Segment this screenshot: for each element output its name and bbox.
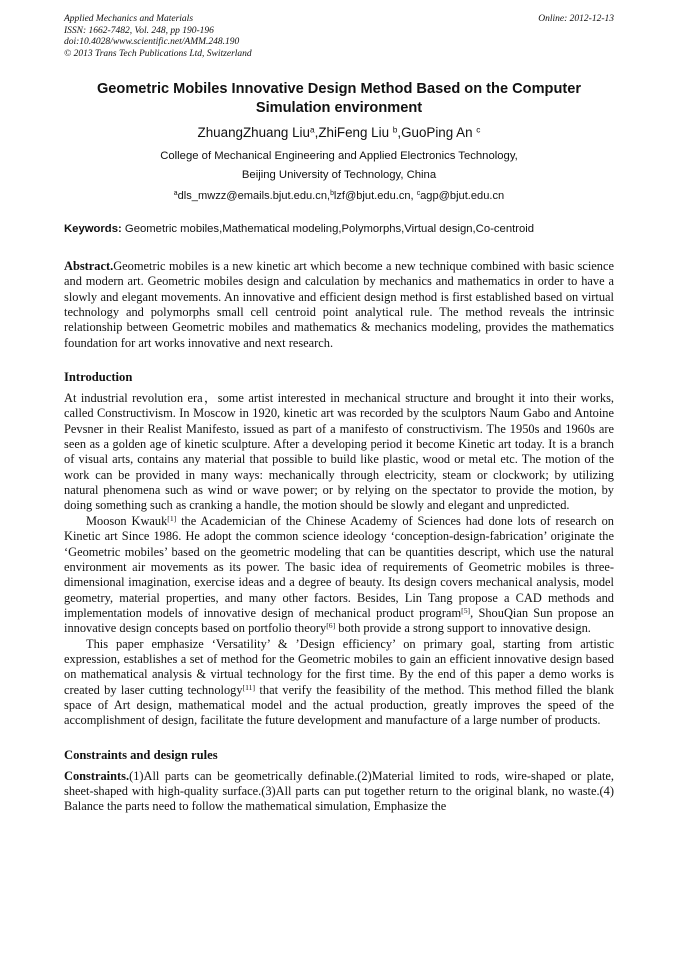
author-1-affil-mark: a <box>309 124 315 135</box>
citation-ref-6: [6] <box>326 621 336 630</box>
citation-ref-1: [1] <box>167 513 177 523</box>
running-header <box>64 14 614 60</box>
email-c: agp@bjut.edu.cn <box>420 190 505 202</box>
author-emails <box>64 188 614 204</box>
copyright-line: © 2013 Trans Tech Publications Ltd, Switzerland <box>64 48 252 59</box>
issn-line: ISSN: 1662-7482, Vol. 248, pp 190-196 <box>64 25 214 36</box>
author-list <box>64 124 614 141</box>
intro-paragraph-2 <box>64 514 614 637</box>
email-mark-b: b <box>330 190 334 198</box>
intro-p2-text-c: , ShouQian Sun propose an innovative design concepts based on portfolio theory <box>64 605 615 636</box>
journal-name: Applied Mechanics and Materials <box>64 14 194 24</box>
online-date: Online: 2012-12-13 <box>538 14 614 24</box>
constraints-paragraph <box>64 769 614 815</box>
intro-p2-text-b: the Academician of the Chinese Academy of Sciences had done lots of research on Kinetic art Since 1986. He adopt the common science ideology ‘conception-design-fabrication’ originate the ‘Geometric mobiles’ based on the geometric modeling that can be quantities descript, which use the natural environment air movements as its power. The basic idea of requirements of Geometric mobiles is three-dimensional imagination, exercise ideas and a degree of beauty. Its design covers mechanical analysis, model geometry, material properties, and many other factors. Besides, Lin Tang propose a CAD methods and implementation models of innovative design of mechanical product program <box>64 513 614 620</box>
author-3: ,GuoPing An <box>397 125 477 140</box>
keywords <box>64 222 614 237</box>
intro-paragraph-1: At industrial revolution era，some artist interested in mechanical structure and brought it into their works, called Constructivism. In Moscow in 1920, kinetic art was recorded by the sculptors Naum Gabo and Antoine Pevsner in their Realist Manifesto, issued as part of a manifesto of constructivism. The 1950s and 1960s are seen as a golden age of kinetic sculpture. After a developing period it become Kinetic art today. It is a branch of visual arts, contains any material that possible to build like plastic, wood or metal etc. The motion of the work can be provided in many ways: mechanically through electricity, steam or clockwork; by utilizing natural phenomena such as wind or wave power; or by relying on the spectator to provide the motion, by doing something such as cranking a handle, the motion should be slowly and elegant and unpredicted. <box>64 391 614 513</box>
citation-ref-11: [11] <box>242 682 256 692</box>
keywords-text: Geometric mobiles,Mathematical modeling,Polymorphs,Virtual design,Co-centroid <box>121 223 535 235</box>
introduction-heading: Introduction <box>64 370 133 385</box>
affiliation-line-2: Beijing University of Technology, China <box>241 169 437 181</box>
email-mark-c: c <box>416 190 421 198</box>
intro-p2-text-d: both provide a strong support to innovative design. <box>335 621 591 636</box>
author-2: ,ZhiFeng Liu <box>314 125 393 140</box>
affiliation <box>64 147 614 185</box>
intro-p2-text-a: Mooson Kwauk <box>86 513 168 528</box>
email-a: dls_mwzz@emails.bjut.edu.cn, <box>177 190 331 202</box>
affiliation-line-1: College of Mechanical Engineering and Applied Electronics Technology, <box>160 150 518 162</box>
intro-p3-text-b: that verify the feasibility of the method. This method filled the blank space of Art design, mathematical model and the actual production, greatly improves the speed of the accomplishment of design, facilitate the future development and manufacture of a large number of products. <box>64 682 614 728</box>
constraints-heading: Constraints and design rules <box>64 747 218 762</box>
publication-info <box>64 14 252 60</box>
email-mark-a: a <box>173 190 178 198</box>
intro-p3-text-a: This paper emphasize ‘Versatility’ & ’Design efficiency’ on primary goal, starting from artistic expression, establishes a set of method for the Geometric mobiles to gain an efficient innovative design based on mathematical analysis & virtual technology for the first time. By the end of this paper a demo works is created by laser cutting technology <box>64 636 614 697</box>
email-b: lzf@bjut.edu.cn, <box>333 190 417 202</box>
citation-ref-5: [5] <box>461 605 471 615</box>
keywords-label: Keywords: <box>64 223 122 235</box>
author-1: ZhuangZhuang Liu <box>197 125 310 140</box>
paper-title: Geometric Mobiles Innovative Design Method Based on the Computer Simulation environment <box>96 81 582 116</box>
constraints-label: Constraints. <box>64 768 130 783</box>
abstract-text: Geometric mobiles is a new kinetic art which become a new technique combined with basic science and modern art. Geometric mobiles design and calculation by mechanics and mathematics in order to have a slowly and elegant movements. An innovative and efficient design method is first established based on virtual technology and polymorphs small cell centroid point analytical rule. The method reveals the intrinsic relationship between Geometric mobiles and mathematics & mechanics modeling, provides the mathematics foundation for art works innovative and next research. <box>64 259 614 350</box>
author-3-affil-mark: c <box>476 124 481 135</box>
abstract <box>64 259 614 351</box>
constraints-text: (1)All parts can be geometrically definable.(2)Material limited to rods, wire-shaped or plate, sheet-shaped with high-quality surface.(3)All parts can put together return to the original blank, no waste.(4) Balance the parts need to follow the mathematical simulation, Emphasize the <box>64 768 614 814</box>
doi-line: doi:10.4028/www.scientific.net/AMM.248.190 <box>64 37 240 47</box>
intro-paragraph-3 <box>64 637 614 729</box>
author-2-affil-mark: b <box>392 124 398 135</box>
abstract-label: Abstract. <box>64 259 114 273</box>
